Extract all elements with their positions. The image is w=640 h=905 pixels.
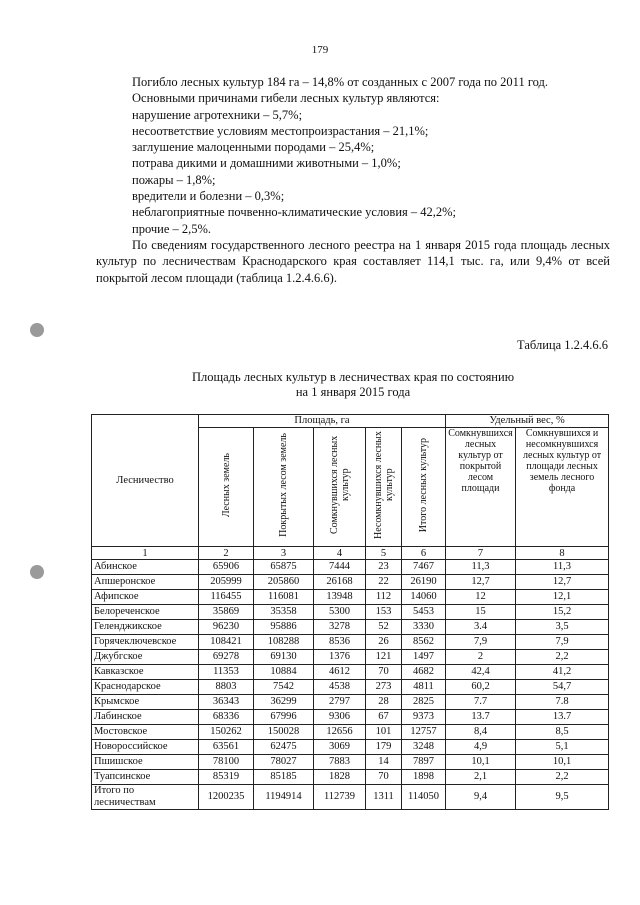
value-cell: 85319	[199, 770, 254, 785]
value-cell: 1828	[314, 770, 366, 785]
value-cell: 1497	[402, 650, 446, 665]
value-cell: 70	[366, 770, 402, 785]
value-cell: 62475	[254, 740, 314, 755]
value-cell: 8562	[402, 635, 446, 650]
value-cell: 3.4	[446, 620, 516, 635]
value-cell: 1376	[314, 650, 366, 665]
value-cell: 7444	[314, 560, 366, 575]
value-cell: 7.8	[516, 695, 609, 710]
table-row	[92, 560, 609, 575]
punch-hole-mark	[30, 565, 44, 579]
value-cell: 7467	[402, 560, 446, 575]
value-cell: 112	[366, 590, 402, 605]
value-cell: 4538	[314, 680, 366, 695]
table-row	[92, 710, 609, 725]
forestry-name-cell: Джубгское	[92, 650, 199, 665]
column-number: 1	[92, 547, 199, 560]
table-row	[92, 770, 609, 785]
value-cell: 4682	[402, 665, 446, 680]
column-number: 2	[199, 547, 254, 560]
cause-item: пожары – 1,8%;	[132, 172, 216, 187]
paragraph-causes-intro: Основными причинами гибели лесных культур являются:	[132, 91, 440, 106]
value-cell: 41,2	[516, 665, 609, 680]
table-row	[92, 755, 609, 770]
value-cell: 5300	[314, 605, 366, 620]
value-cell: 67	[366, 710, 402, 725]
value-cell: 7883	[314, 755, 366, 770]
value-cell: 10,1	[446, 755, 516, 770]
header-weight: Удельный вес, %	[446, 415, 609, 428]
value-cell: 108421	[199, 635, 254, 650]
value-cell: 3,5	[516, 620, 609, 635]
value-cell: 205999	[199, 575, 254, 590]
value-cell: 12,7	[516, 575, 609, 590]
cause-item: заглушение малоценными породами – 25,4%;	[132, 140, 375, 155]
table-row	[92, 635, 609, 650]
value-cell: 9,4	[446, 785, 516, 810]
value-cell: 70	[366, 665, 402, 680]
value-cell: 101	[366, 725, 402, 740]
value-cell: 8536	[314, 635, 366, 650]
value-cell: 4811	[402, 680, 446, 695]
column-number: 5	[366, 547, 402, 560]
value-cell: 121	[366, 650, 402, 665]
value-cell: 116455	[199, 590, 254, 605]
table-row	[92, 620, 609, 635]
value-cell: 13.7	[446, 710, 516, 725]
value-cell: 1311	[366, 785, 402, 810]
cause-item: прочие – 2,5%.	[132, 221, 212, 236]
table-row	[92, 665, 609, 680]
value-cell: 2825	[402, 695, 446, 710]
value-cell: 114050	[402, 785, 446, 810]
value-cell: 69130	[254, 650, 314, 665]
value-cell: 116081	[254, 590, 314, 605]
value-cell: 7542	[254, 680, 314, 695]
value-cell: 10884	[254, 665, 314, 680]
value-cell: 22	[366, 575, 402, 590]
header-unclosed-cultures: Несомкнувшихся лесных культур	[366, 428, 402, 547]
value-cell: 36299	[254, 695, 314, 710]
value-cell: 7,9	[446, 635, 516, 650]
value-cell: 68336	[199, 710, 254, 725]
value-cell: 15	[446, 605, 516, 620]
value-cell: 112739	[314, 785, 366, 810]
value-cell: 28	[366, 695, 402, 710]
page-number: 179	[311, 44, 329, 56]
header-weight-covered: Сомкнувшихся лесных культур от покрытой лесом площади	[446, 428, 516, 547]
value-cell: 26168	[314, 575, 366, 590]
column-number: 7	[446, 547, 516, 560]
value-cell: 26	[366, 635, 402, 650]
value-cell: 1200235	[199, 785, 254, 810]
value-cell: 42,4	[446, 665, 516, 680]
value-cell: 7,9	[516, 635, 609, 650]
table-body	[92, 560, 609, 810]
value-cell: 273	[366, 680, 402, 695]
value-cell: 8,4	[446, 725, 516, 740]
column-number: 4	[314, 547, 366, 560]
paragraph-registry: По сведениям государственного лесного реестра на 1 января 2015 года площадь лесных культур по лесничествам Краснодарского края составляет 114,1 тыс. га, или 9,4% от всей покрытой лесом площади (таблица 1.2.4.6.6).	[96, 237, 610, 285]
value-cell: 10,1	[516, 755, 609, 770]
header-closed-cultures: Сомкнувшихся лесных культур	[314, 428, 366, 547]
value-cell: 11353	[199, 665, 254, 680]
value-cell: 12,1	[516, 590, 609, 605]
table-row	[92, 650, 609, 665]
value-cell: 7.7	[446, 695, 516, 710]
value-cell: 11,3	[516, 560, 609, 575]
value-cell: 1194914	[254, 785, 314, 810]
forestry-name-cell: Апшеронское	[92, 575, 199, 590]
value-cell: 3330	[402, 620, 446, 635]
value-cell: 2797	[314, 695, 366, 710]
value-cell: 65875	[254, 560, 314, 575]
value-cell: 13948	[314, 590, 366, 605]
value-cell: 13.7	[516, 710, 609, 725]
table-row	[92, 785, 609, 810]
value-cell: 63561	[199, 740, 254, 755]
value-cell: 96230	[199, 620, 254, 635]
header-forest-lands: Лесных земель	[199, 428, 254, 547]
table-row	[92, 605, 609, 620]
value-cell: 1898	[402, 770, 446, 785]
table-row	[92, 725, 609, 740]
cause-item: неблагоприятные почвенно-климатические условия – 42,2%;	[132, 205, 457, 220]
value-cell: 2,1	[446, 770, 516, 785]
value-cell: 2,2	[516, 650, 609, 665]
value-cell: 12757	[402, 725, 446, 740]
header-covered-lands: Покрытых лесом земель	[254, 428, 314, 547]
value-cell: 5,1	[516, 740, 609, 755]
forestry-name-cell: Пшишское	[92, 755, 199, 770]
value-cell: 150262	[199, 725, 254, 740]
table-title-line: на 1 января 2015 года	[295, 385, 411, 399]
value-cell: 78027	[254, 755, 314, 770]
forestry-name-cell: Краснодарское	[92, 680, 199, 695]
table-row	[92, 680, 609, 695]
value-cell: 60,2	[446, 680, 516, 695]
forestry-name-cell: Геленджикское	[92, 620, 199, 635]
value-cell: 12	[446, 590, 516, 605]
value-cell: 12656	[314, 725, 366, 740]
forestry-name-cell: Кавказское	[92, 665, 199, 680]
value-cell: 7897	[402, 755, 446, 770]
value-cell: 36343	[199, 695, 254, 710]
value-cell: 153	[366, 605, 402, 620]
value-cell: 85185	[254, 770, 314, 785]
table-title	[96, 370, 610, 400]
value-cell: 67996	[254, 710, 314, 725]
value-cell: 5453	[402, 605, 446, 620]
cause-item: потрава дикими и домашними животными – 1,0%;	[132, 156, 401, 171]
value-cell: 3069	[314, 740, 366, 755]
value-cell: 95886	[254, 620, 314, 635]
header-forestry: Лесничество	[92, 415, 199, 547]
forestry-name-cell: Абинское	[92, 560, 199, 575]
header-weight-lands: Сомкнувшихся и несомкнувшихся лесных культур от площади лесных земель лесного фонда	[516, 428, 609, 547]
table-row	[92, 590, 609, 605]
forestry-name-cell: Крымское	[92, 695, 199, 710]
value-cell: 14060	[402, 590, 446, 605]
table-row	[92, 740, 609, 755]
forestry-name-cell: Лабинское	[92, 710, 199, 725]
forestry-name-cell: Горячеключевское	[92, 635, 199, 650]
forest-cultures-table	[91, 414, 609, 810]
value-cell: 9306	[314, 710, 366, 725]
punch-hole-mark	[30, 323, 44, 337]
value-cell: 2	[446, 650, 516, 665]
value-cell: 9373	[402, 710, 446, 725]
value-cell: 4,9	[446, 740, 516, 755]
value-cell: 179	[366, 740, 402, 755]
value-cell: 4612	[314, 665, 366, 680]
cause-item: вредители и болезни – 0,3%;	[132, 189, 285, 204]
value-cell: 65906	[199, 560, 254, 575]
table-label: Таблица 1.2.4.6.6	[517, 338, 608, 352]
value-cell: 35869	[199, 605, 254, 620]
value-cell: 8803	[199, 680, 254, 695]
value-cell: 3278	[314, 620, 366, 635]
value-cell: 54,7	[516, 680, 609, 695]
table-row	[92, 575, 609, 590]
value-cell: 78100	[199, 755, 254, 770]
forestry-name-cell: Туапсинское	[92, 770, 199, 785]
forestry-name-cell: Афипское	[92, 590, 199, 605]
value-cell: 12,7	[446, 575, 516, 590]
value-cell: 69278	[199, 650, 254, 665]
forestry-name-cell: Итого по лесничествам	[92, 785, 199, 810]
header-total-cultures: Итого лесных культур	[402, 428, 446, 547]
value-cell: 15,2	[516, 605, 609, 620]
value-cell: 108288	[254, 635, 314, 650]
table-title-line: Площадь лесных культур в лесничествах края по состоянию	[191, 370, 515, 384]
cause-item: несоответствие условиям местопроизрастания – 21,1%;	[132, 123, 429, 138]
value-cell: 9,5	[516, 785, 609, 810]
value-cell: 11,3	[446, 560, 516, 575]
forestry-name-cell: Новороссийское	[92, 740, 199, 755]
forestry-name-cell: Мостовское	[92, 725, 199, 740]
value-cell: 150028	[254, 725, 314, 740]
value-cell: 23	[366, 560, 402, 575]
column-number: 6	[402, 547, 446, 560]
value-cell: 52	[366, 620, 402, 635]
value-cell: 14	[366, 755, 402, 770]
value-cell: 3248	[402, 740, 446, 755]
body-text	[96, 74, 610, 286]
cause-item: нарушение агротехники – 5,7%;	[132, 107, 303, 122]
value-cell: 205860	[254, 575, 314, 590]
value-cell: 26190	[402, 575, 446, 590]
column-number: 3	[254, 547, 314, 560]
value-cell: 2,2	[516, 770, 609, 785]
value-cell: 35358	[254, 605, 314, 620]
table-row	[92, 695, 609, 710]
column-number: 8	[516, 547, 609, 560]
paragraph-dead-cultures: Погибло лесных культур 184 га – 14,8% от созданных с 2007 года по 2011 год.	[132, 75, 549, 89]
forestry-name-cell: Белореченское	[92, 605, 199, 620]
value-cell: 8,5	[516, 725, 609, 740]
header-area: Площадь, га	[199, 415, 446, 428]
